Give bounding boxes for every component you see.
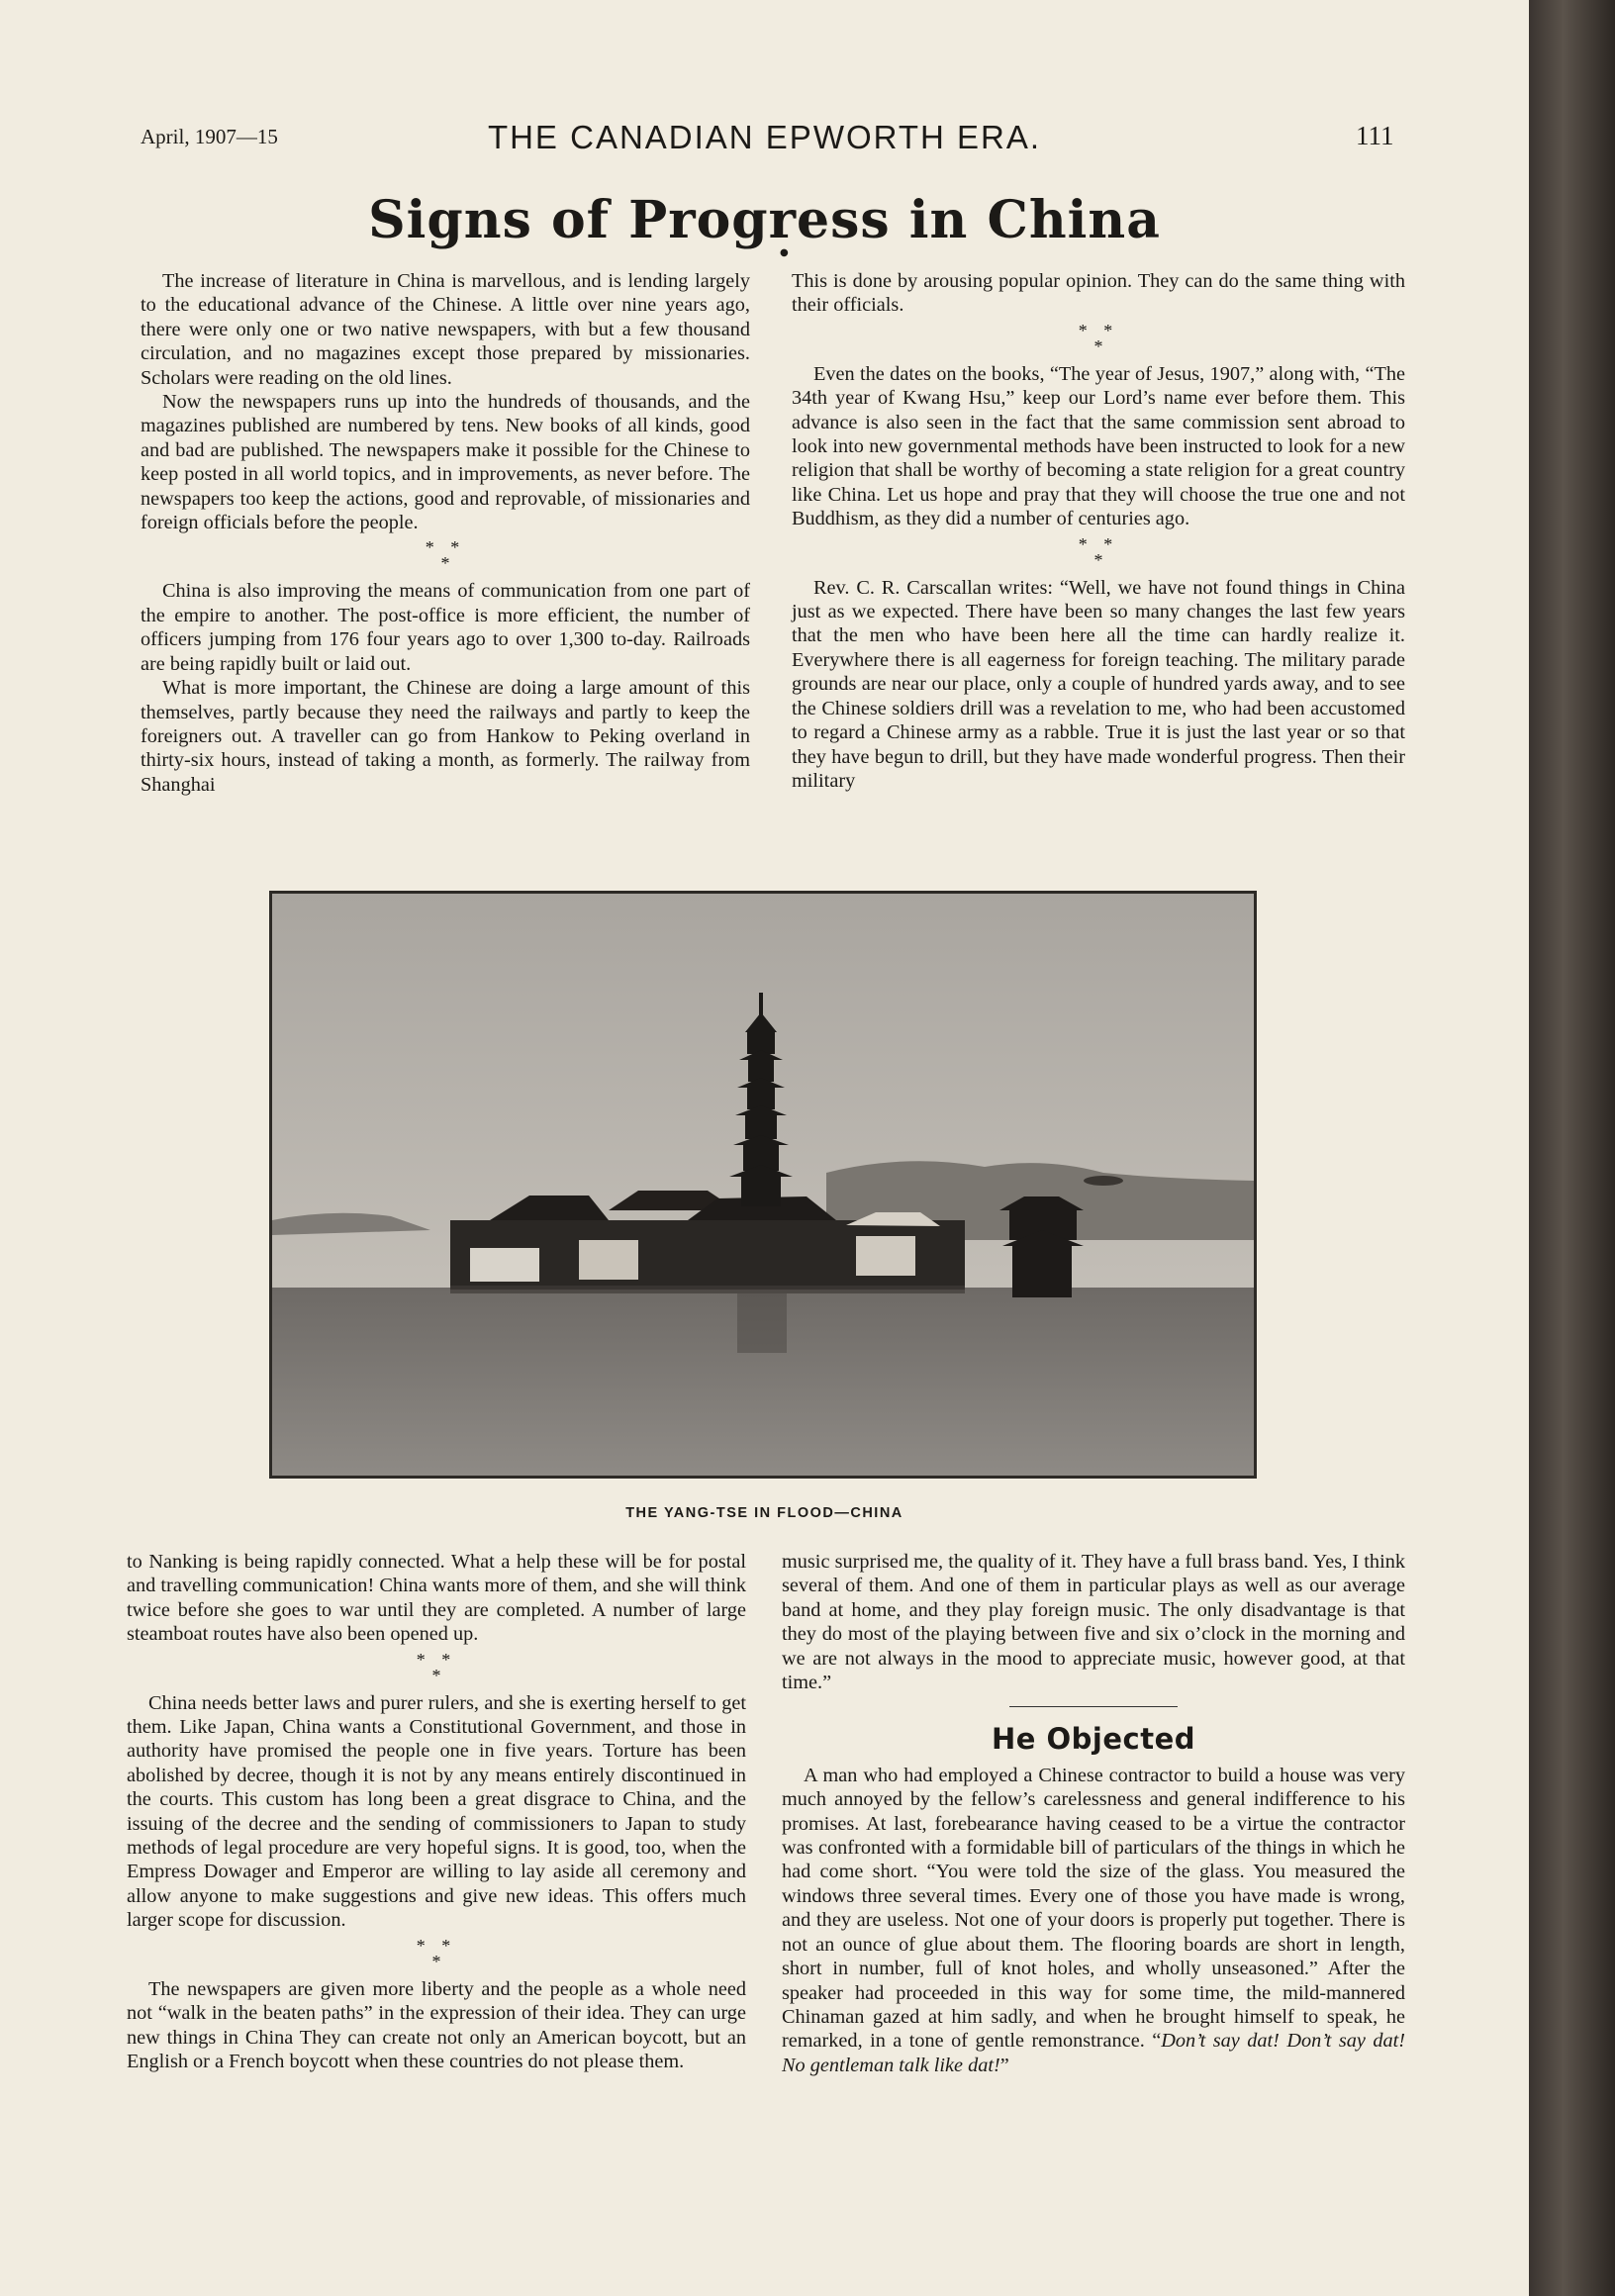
asterism-icon: * * [1078, 533, 1119, 554]
story-text: A man who had employed a Chinese contractor to build a house was very much annoyed by the fellow’s carelessness and general indifference to his promises. At last, forebearance having ceased to be a virtue the contractor was confronted with a formidable bill of particulars of the things in which he had come short. “You were told the size of the glass. You measured the windows three several times. Every one of those you have made is wrong, and they are useless. Not one of your doors is properly put together. There is not an ounce of glue about them. The flooring boards are short in length, short in number, full of knot holes, and wholly unseasoned.” After the speaker had proceeded in this way for some time, the mild-mannered Chinaman gazed at him sadly, and when he brought himself to speak, he remarked, in a tone of gentle remonstrance. “ [782, 1764, 1405, 2053]
asterism-icon: * * [1078, 320, 1119, 340]
paragraph: Even the dates on the books, “The year of Jesus, 1907,” along with, “The 34th year of Kwang Hsu,” keep our Lord’s name ever before them. This advance is also seen in the fact that the same commission sent abroad to look into new governmental methods have been instructed to look for a new religion that shall be worthy of becoming a state religion for a great country like China. Let us hope and pray that they will choose the true one and not Buddhism, as they did a number of centuries ago. [792, 362, 1405, 530]
story-closing-quote: Don’t say dat! Don’t say dat! No gentleman talk like dat! [782, 2030, 1405, 2076]
paragraph: What is more important, the Chinese are doing a large amount of this themselves, partly because they need the railways and partly to keep the foreigners out. A traveller can go from Hankow to Peking overland in thirty-six hours, instead of taking a month, as formerly. The railway from Shanghai [141, 677, 750, 796]
pagoda-landscape-image [272, 894, 1254, 1476]
title-bullet-icon: ● [780, 247, 790, 258]
paragraph: The increase of literature in China is marvellous, and is lending largely to the educational advance of the Chinese. A little over nine years ago, there were only one or two native newspapers, with but a few thousand circulation, and no magazines except those prepared by missionaries. Scholars were reading on the old lines. [141, 270, 750, 389]
paragraph: The newspapers are given more liberty and the people as a whole need not “walk in the beaten paths” in the expression of their idea. They can urge new things in China They can create not only an American boycott, but an English or a French boycott when these countries do not please them. [127, 1977, 746, 2072]
column-1 [141, 269, 750, 797]
story-end-mark: ” [999, 2054, 1009, 2076]
column-3 [127, 1550, 746, 2073]
book-spine [1529, 0, 1615, 2296]
paragraph: music surprised me, the quality of it. They have a full brass band. Yes, I think several of them. And one of them in particular plays as well as our average band at home, and they play foreign music. The only disadvantage is that they do most of the playing between five and six o’clock in the morning and we are not always in the mood to appreciate music, however good, at that time.” [782, 1551, 1405, 1694]
paragraph: to Nanking is being rapidly connected. What a help these will be for postal and travelling communication! China wants more of them, and she will think twice before she goes to war until they are completed. A number of large steamboat routes have also been opened up. [127, 1551, 746, 1646]
asterism-icon: * * [425, 537, 466, 558]
photo-yangtse-flood [269, 891, 1257, 1479]
paragraph: China needs better laws and purer rulers, and she is exerting herself to get them. Like Japan, China wants a Constitutional Government, and those in authority have promised the people one in five years. Torture has been abolished by decree, though it is not by any means entirely discontinued in the courts. This custom has long been a great disgrace to China, and the issuing of the decree and the sending of commissioners to Japan to study methods of legal procedure are very hopeful signs. It is good, too, when the Empress Dowager and Emperor are willing to lay aside all ceremony and allow anyone to make suggestions and give new ideas. This offers much larger scope for discussion. [127, 1691, 746, 1932]
sidebar-story-title: He Objected [991, 1722, 1196, 1757]
section-separator [127, 1649, 746, 1685]
asterism-icon: * [431, 1665, 441, 1685]
column-2 [792, 269, 1405, 793]
issue-date: April, 1907—15 [141, 125, 278, 148]
article-title: Signs of Progress in China [368, 190, 1161, 250]
asterism-icon: * [1093, 335, 1103, 356]
section-separator [127, 1935, 746, 1971]
section-separator [792, 320, 1405, 356]
publication-name: THE CANADIAN EPWORTH ERA. [487, 119, 1042, 155]
asterism-icon: * [440, 553, 450, 574]
photo-caption: THE YANG-TSE IN FLOOD—CHINA [625, 1505, 903, 1521]
running-head [0, 119, 1529, 168]
paragraph: China is also improving the means of communication from one part of the empire to another. The post-office is more efficient, the number of officers jumping from 176 four years ago to over 1,300 to-day. Railroads are being rapidly built or laid out. [141, 580, 750, 675]
page-number: 111 [1356, 121, 1394, 150]
article-title-block [0, 190, 1529, 258]
paragraph: Now the newspapers runs up into the hundreds of thousands, and the magazines published are numbered by tens. New books of all kinds, good and bad are published. The newspapers make it possible for the Chinese to keep posted in all world topics, and in improvements, as never before. The newspapers too keep the actions, good and reprovable, of missionaries and foreign officials before the people. [141, 391, 750, 534]
section-separator [141, 537, 750, 574]
asterism-icon: * * [416, 1649, 457, 1670]
asterism-icon: * * [416, 1935, 457, 1956]
asterism-icon: * [1093, 549, 1103, 570]
divider [1009, 1706, 1178, 1707]
paragraph: This is done by arousing popular opinion. They can do the same thing with their officials. [792, 270, 1405, 317]
column-4 [782, 1550, 1405, 2077]
section-separator [792, 533, 1405, 570]
sidebar-story-body [782, 1764, 1405, 2077]
paragraph: Rev. C. R. Carscallan writes: “Well, we have not found things in China just as we expected. There have been so many changes the last few years that the men who have been here all the time can hardly realize it. Everywhere there is all eagerness for foreign teaching. The military parade grounds are near our place, only a couple of hundred yards away, and to see the Chinese soldiers drill was a revelation to me, who had been accustomed to regard a Chinese army as a rabble. True it is just the last year or so that they have begun to drill, but they have made wonderful progress. Then their military [792, 576, 1405, 792]
asterism-icon: * [431, 1951, 441, 1971]
